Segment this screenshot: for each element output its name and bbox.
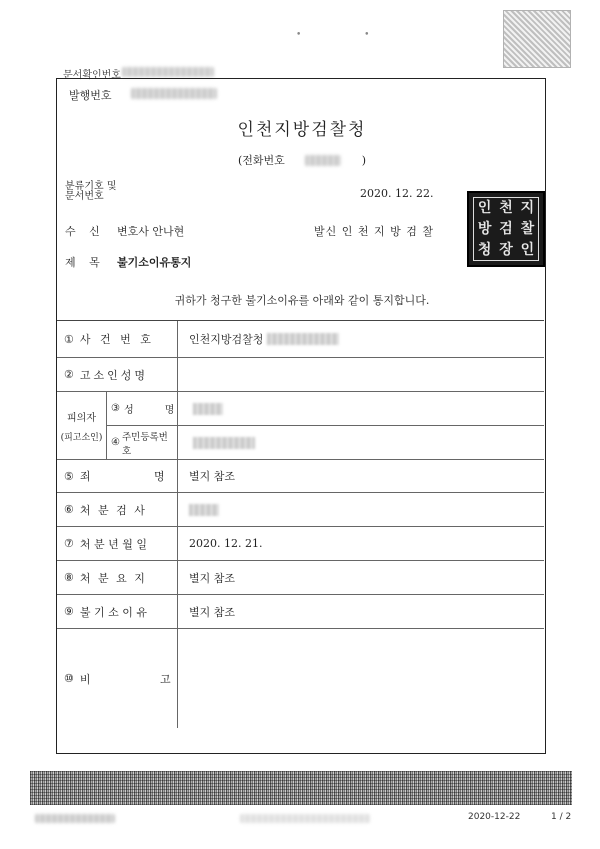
row-disposition-date: ⑦ 처 분 년 월 일 2020. 12. 21. [57, 527, 544, 561]
organization-title: 인천지방검찰청 [237, 120, 367, 140]
phone-line [57, 152, 547, 168]
phone-label: (전화번호 [237, 154, 285, 167]
redacted-document-number [122, 67, 214, 77]
footer-date: 2020-12-22 [468, 812, 521, 822]
intro-text: 귀하가 청구한 불기소이유를 아래와 같이 통지합니다. [174, 294, 430, 307]
redacted-issue-number [131, 88, 217, 99]
recipient-value: 변호사 안나현 [117, 225, 185, 238]
sender-value: 발신 인 천 지 방 검 찰 [314, 225, 434, 238]
suspect-group-label: 피의자 (피고소인) [57, 392, 107, 459]
redacted-phone [288, 153, 358, 167]
row-suspect: 피의자 (피고소인) ③ 성 명 ④ 주민등록번호 [57, 392, 544, 460]
row-non-prosecution-reason: ⑨ 불 기 소 이 유 별지 참조 [57, 595, 544, 629]
issue-number-label: 발행번호 [69, 89, 112, 102]
notice-form [56, 78, 546, 754]
recipient-label: 수 신 [65, 225, 100, 238]
document-confirm-label: 문서확인번호 [63, 70, 121, 81]
row-complainant: ② 고소인성명 [57, 358, 544, 392]
confirmation-stamp [503, 10, 571, 68]
disposition-summary-value: 별지 참조 [189, 571, 236, 585]
row-crime: ⑤ 죄 명 별지 참조 [57, 460, 544, 493]
classification-label-line1: 분류기호 및 [65, 181, 117, 192]
redacted-footer-id [35, 814, 115, 823]
case-number-value: 인천지방검찰청 [189, 333, 264, 346]
subject-label: 제 목 [65, 256, 100, 269]
disposition-date-value: 2020. 12. 21. [189, 537, 263, 550]
row-prosecutor: ⑥ 처 분 검 사 [57, 493, 544, 527]
footer-page-number: 1 / 2 [551, 812, 572, 822]
redacted-footer-marks [240, 814, 370, 823]
classification-label-line2: 문서번호 [65, 191, 104, 202]
notice-table [57, 320, 544, 728]
official-seal: 인 천 지 방 검 찰 청 장 인 [467, 191, 545, 267]
subject-value: 불기소이유통지 [117, 256, 192, 269]
row-disposition-summary: ⑧ 처 분 요 지 별지 참조 [57, 561, 544, 595]
document-date: 2020. 12. 22. [360, 187, 434, 200]
non-prosecution-reason-value: 별지 참조 [189, 605, 236, 619]
classification-label [65, 182, 116, 202]
barcode-strip [30, 771, 572, 805]
phone-close: ) [361, 154, 367, 167]
row-remarks: ⑩ 비 고 [57, 629, 544, 728]
scan-marks: • • [296, 30, 400, 40]
crime-value: 별지 참조 [189, 470, 236, 483]
row-case-number: ① 사 건 번 호 인천지방검찰청 [57, 321, 544, 358]
